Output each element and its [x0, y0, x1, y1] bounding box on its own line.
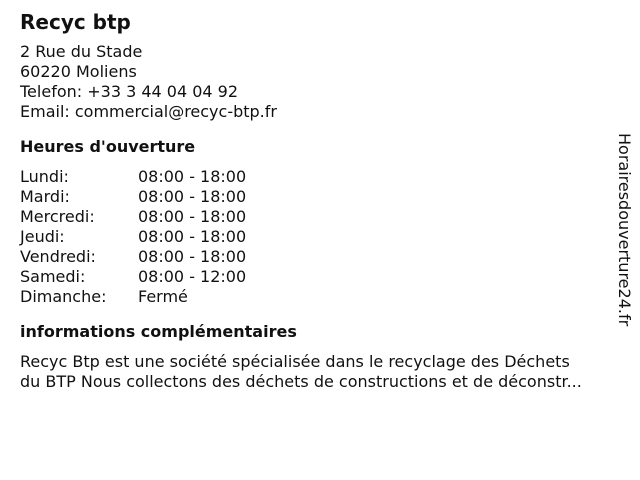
business-card — [20, 10, 610, 392]
email-address: Email: commercial@recyc-btp.fr — [20, 102, 277, 121]
business-description — [20, 352, 625, 392]
hours-row-friday — [20, 247, 610, 267]
opening-hours-heading: Heures d'ouverture — [20, 137, 196, 156]
hours-row-wednesday — [20, 207, 610, 227]
hours-day: Dimanche: — [20, 287, 107, 306]
hours-time: 08:00 - 18:00 — [138, 207, 247, 226]
hours-time: Fermé — [138, 287, 188, 306]
business-name: Recyc btp — [20, 10, 131, 34]
address-city: 60220 Moliens — [20, 62, 137, 81]
hours-row-thursday — [20, 227, 610, 247]
hours-time: 08:00 - 18:00 — [138, 247, 247, 266]
additional-info-heading: informations complémentaires — [20, 322, 297, 341]
hours-day: Vendredi: — [20, 247, 96, 266]
address-block — [20, 42, 610, 122]
hours-day: Samedi: — [20, 267, 86, 286]
hours-time: 08:00 - 18:00 — [138, 227, 247, 246]
phone-number: Telefon: +33 3 44 04 04 92 — [20, 82, 239, 101]
hours-time: 08:00 - 12:00 — [138, 267, 247, 286]
address-street: 2 Rue du Stade — [20, 42, 143, 61]
hours-row-monday — [20, 167, 610, 187]
hours-row-tuesday — [20, 187, 610, 207]
hours-row-sunday — [20, 287, 610, 307]
description-line: Recyc Btp est une société spécialisée dans le recyclage des Déchets — [20, 352, 570, 371]
hours-day: Jeudi: — [20, 227, 65, 246]
description-line: du BTP Nous collectons des déchets de constructions et de déconstr... — [20, 372, 582, 391]
hours-day: Lundi: — [20, 167, 69, 186]
hours-time: 08:00 - 18:00 — [138, 187, 247, 206]
hours-day: Mardi: — [20, 187, 70, 206]
opening-hours-table — [20, 167, 610, 307]
hours-row-saturday — [20, 267, 610, 287]
hours-time: 08:00 - 18:00 — [138, 167, 247, 186]
hours-day: Mercredi: — [20, 207, 95, 226]
site-watermark: Horairesdouverture24.fr — [615, 133, 634, 327]
